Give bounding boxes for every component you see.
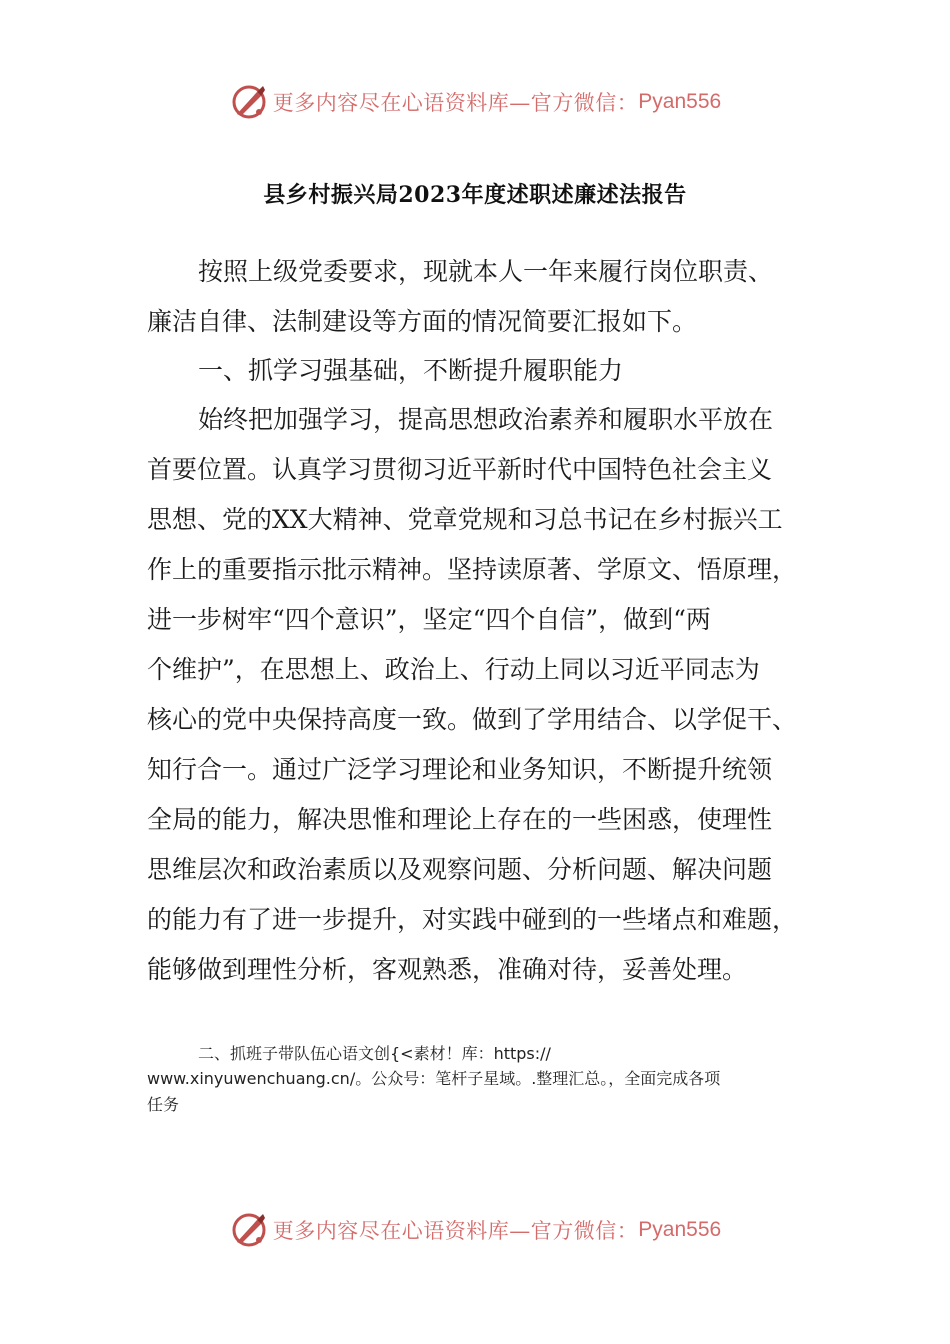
- small-body-line: www.xinyuwenchuang.cn/。公众号：笔杆子星域。.整理汇总。，全面完成各项: [147, 1069, 721, 1088]
- body-line: 始终把加强学习，提高思想政治素养和履职水平放在: [198, 405, 774, 434]
- body-line: 核心的党中央保持高度一致。做到了学用结合、以学促干、: [147, 705, 798, 734]
- banner-wechat-id: Pyan556: [638, 90, 722, 113]
- body-line: 个维护”，在思想上、政治上、行动上同以习近平同志为: [147, 655, 760, 684]
- body-line: 进一步树牢“四个意识”，坚定“四个自信”，做到“两: [147, 605, 711, 634]
- body-line: 的能力有了进一步提升，对实践中碰到的一些堵点和难题，: [147, 905, 798, 934]
- body-line: 知行合一。通过广泛学习理论和业务知识，不断提升统领: [147, 755, 773, 784]
- pen-logo-icon: [229, 82, 269, 122]
- body-line: 思想、党的XX大精神、党章党规和习总书记在乡村振兴工: [147, 505, 783, 534]
- body-line: 全局的能力，解决思惟和理论上存在的一些困惑，使理性: [147, 805, 773, 834]
- body-line: 思维层次和政治素质以及观察问题、分析问题、解决问题: [147, 855, 773, 884]
- body-line: 首要位置。认真学习贯彻习近平新时代中国特色社会主义: [147, 455, 773, 484]
- header-watermark-banner: [0, 80, 950, 124]
- banner-text: 更多内容尽在心语资料库—官方微信：: [272, 1219, 639, 1243]
- body-line: 能够做到理性分析，客观熟悉，准确对待，妥善处理。: [147, 955, 748, 984]
- body-line: 按照上级党委要求，现就本人一年来履行岗位职责、: [198, 257, 774, 286]
- banner-text: 更多内容尽在心语资料库—官方微信：: [272, 91, 639, 115]
- section-two-heading: 二、抓班子带队伍心语文创{<素材！库：https://: [198, 1044, 551, 1063]
- small-body-line: 任务: [147, 1095, 180, 1114]
- pen-logo-icon: [229, 1210, 269, 1250]
- section-heading: 一、抓学习强基础，不断提升履职能力: [198, 356, 624, 385]
- footer-watermark-banner: [0, 1208, 950, 1252]
- banner-wechat-id: Pyan556: [638, 1218, 722, 1241]
- body-line: 廉洁自律、法制建设等方面的情况简要汇报如下。: [147, 307, 698, 336]
- body-line: 作上的重要指示批示精神。坚持读原著、学原文、悟原理，: [147, 555, 798, 584]
- document-title: 县乡村振兴局2023年度述职述廉述法报告: [263, 182, 687, 208]
